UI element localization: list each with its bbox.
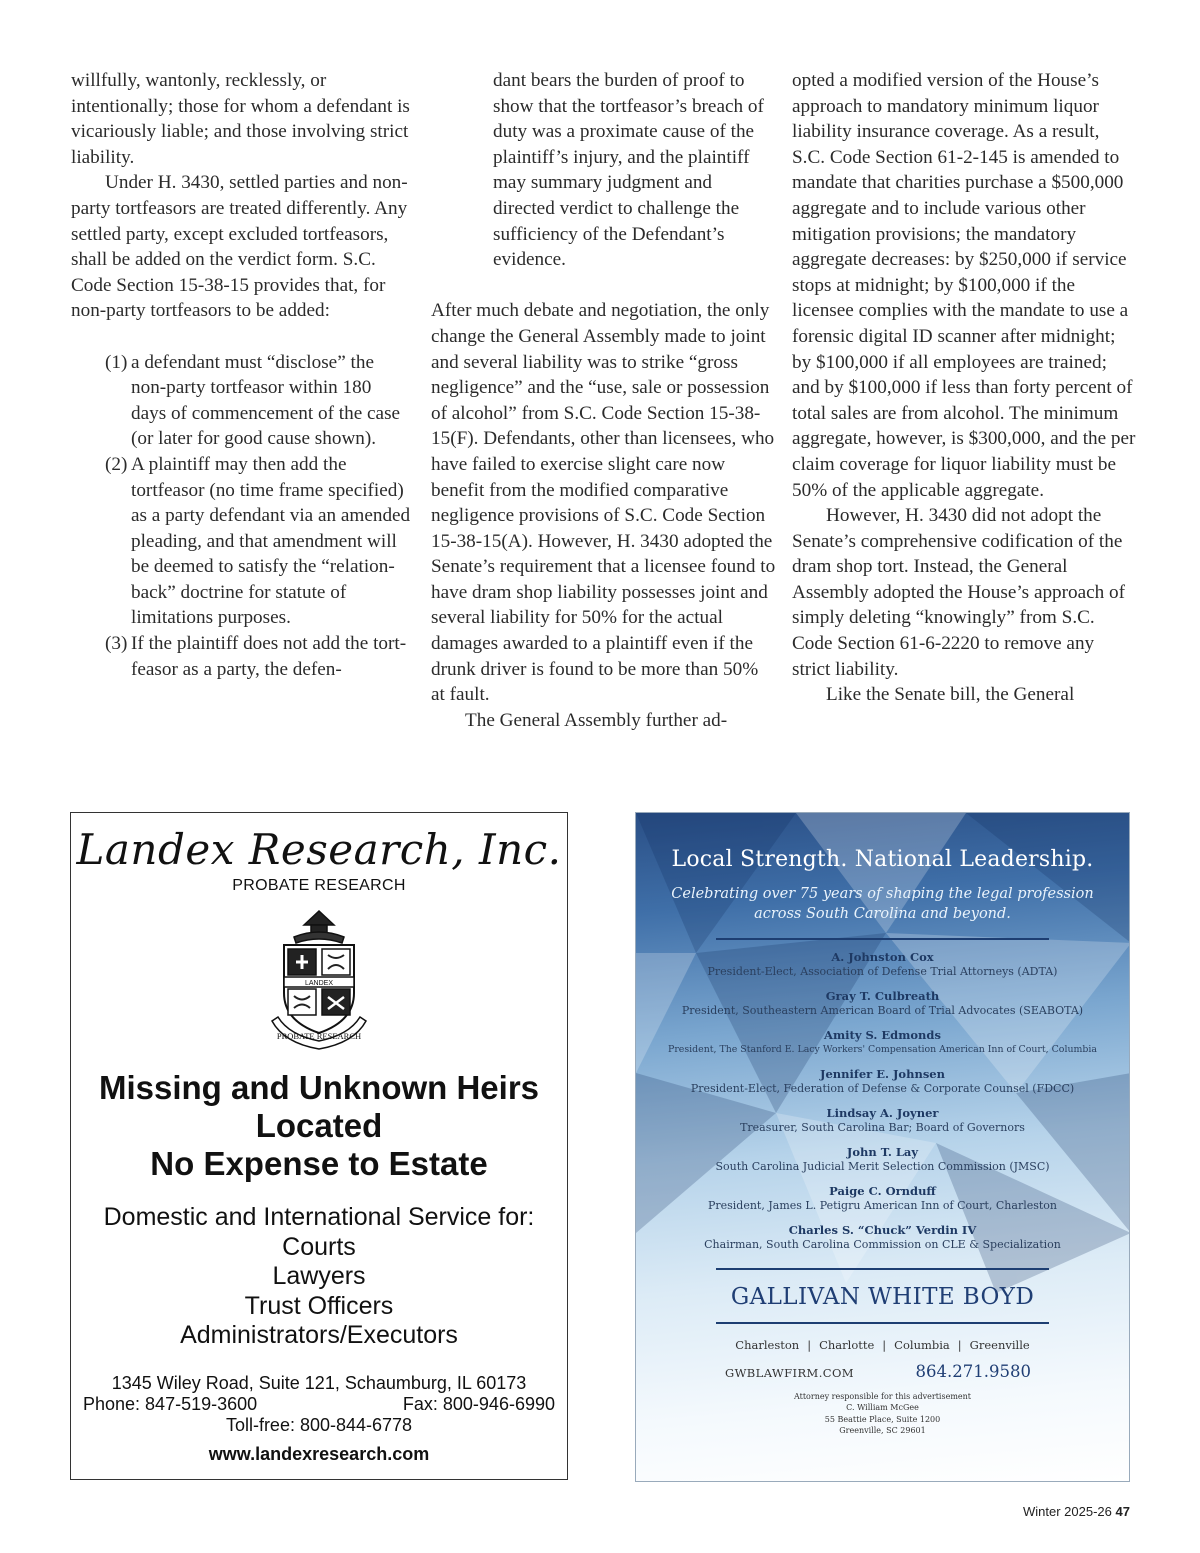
- landex-logo-text: Landex Research, Inc.: [76, 825, 562, 874]
- divider: [716, 1322, 1049, 1324]
- gwb-cities: Charleston | Charlotte | Columbia | Greenville: [735, 1337, 1030, 1352]
- celebration-line: across South Carolina and beyond.: [754, 906, 1011, 922]
- attorney-entry: [636, 1145, 1129, 1174]
- city: Charlotte: [819, 1337, 875, 1352]
- list-item: [105, 350, 411, 452]
- list-text: a defendant must “disclose” the non-party tortfeasor within 180 days of commencement of the case (or later for good cause shown).: [131, 351, 401, 450]
- attorney-name: Lindsay A. Joyner: [826, 1106, 939, 1120]
- service-intro: Domestic and International Service for:: [103, 1203, 535, 1231]
- page-number: 47: [1115, 1504, 1130, 1519]
- article-column-3: [792, 68, 1137, 708]
- attorney-role: South Carolina Judicial Merit Selection Commission (JMSC): [715, 1160, 1050, 1173]
- service-list: [71, 1203, 567, 1351]
- attorney-name: Gray T. Culbreath: [825, 989, 940, 1003]
- attorney-entry: [636, 1184, 1129, 1213]
- gwb-firm-logo: GALLIVAN WHITE BOYD: [730, 1284, 1035, 1310]
- crest-band-text: LANDEX: [304, 980, 334, 987]
- page-footer: [1023, 1504, 1130, 1519]
- landex-fax: Fax: 800-946-6990: [402, 1393, 555, 1414]
- landex-phone: Phone: 847-519-3600: [83, 1393, 258, 1414]
- attorney-entry: [636, 1223, 1129, 1252]
- attorney-role: President, James L. Petigru American Inn of Court, Charleston: [707, 1199, 1058, 1212]
- divider: [716, 1268, 1049, 1270]
- article-column-2: [431, 68, 776, 733]
- service-item: Trust Officers: [244, 1291, 394, 1320]
- paragraph: Like the Senate bill, the General: [826, 684, 1075, 706]
- list-text: A plaintiff may then add the tortfeasor (no time frame specified) as a party defendant via an amended pleading, and that amendment will be deemed to satisfy the “relation-back” doctrine for statute of limitations purposes.: [131, 453, 411, 629]
- landex-subtitle: PROBATE RESEARCH: [232, 877, 406, 894]
- attorney-name: Charles S. “Chuck” Verdin IV: [788, 1223, 977, 1237]
- landex-address: 1345 Wiley Road, Suite 121, Schaumburg, IL 60173: [111, 1372, 527, 1393]
- celebration-line: Celebrating over 75 years of shaping the legal profession: [671, 886, 1094, 902]
- landex-headline: [71, 1069, 567, 1183]
- disclaimer-line: Attorney responsible for this advertisement: [793, 1391, 972, 1401]
- gwb-responsible-attorney: [636, 1391, 1129, 1437]
- gwb-tagline: Local Strength. National Leadership.: [671, 847, 1094, 872]
- paragraph: After much debate and negotiation, the only change the General Assembly made to joint and several liability was to strike “gross negligence” and the “use, sale or possession of alcohol” from S.C. Code Section 15-38-15(F). Defendants, other than licensees, who have failed to exercise slight care now benefit from the modified comparative negligence provisions of S.C. Code Section 15-38-15(A). However, H. 3430 adopted the Senate’s requirement that a licensee found to have dram shop liability possesses joint and several liability for 50% for the actual damages awarded to a plaintiff even if the drunk driver is found to be more than 50% at fault.: [431, 300, 776, 706]
- disclaimer-line: C. William McGee: [846, 1403, 919, 1412]
- gwb-website-link[interactable]: GWBLAWFIRM.COM: [725, 1365, 854, 1380]
- gallivan-advertisement: [635, 812, 1130, 1482]
- attorney-entry: [636, 989, 1129, 1018]
- headline-line: Missing and Unknown Heirs: [98, 1069, 540, 1106]
- gwb-contact: [636, 1362, 1129, 1381]
- landex-phone-fax: [71, 1394, 567, 1415]
- issue-label: Winter 2025-26: [1023, 1504, 1112, 1519]
- city: Charleston: [735, 1337, 800, 1352]
- gwb-celebration: [636, 884, 1129, 924]
- attorney-role: Chairman, South Carolina Commission on CLE & Specialization: [704, 1238, 1061, 1251]
- attorney-entry: [636, 950, 1129, 979]
- divider: [716, 938, 1049, 940]
- attorney-entry: [636, 1028, 1129, 1057]
- landex-tollfree: Toll-free: 800-844-6778: [225, 1414, 413, 1435]
- crest-ribbon-text: PROBATE RESEARCH: [276, 1031, 362, 1041]
- attorney-name: John T. Lay: [846, 1145, 919, 1159]
- attorney-entry: [636, 1106, 1129, 1135]
- attorney-name: Amity S. Edmonds: [824, 1028, 941, 1042]
- attorney-role: Treasurer, South Carolina Bar; Board of Governors: [740, 1121, 1025, 1134]
- attorney-role: President-Elect, Association of Defense Trial Attorneys (ADTA): [707, 965, 1058, 978]
- list-number: (2): [105, 453, 128, 475]
- disclaimer-line: 55 Beattie Place, Suite 1200: [824, 1414, 941, 1424]
- paragraph: opted a modified version of the House’s approach to mandatory minimum liquor liability insurance coverage. As a result, S.C. Code Section 61-2-145 is amended to mandate that charities purchase a $500,000 aggregate and to include various other mitigation provisions; the mandatory aggregate decreases: by $250,000 if service stops at midnight; by $100,000 if the licensee complies with the mandate to use a forensic digital ID scanner after midnight; by $100,000 if all employees are trained; and by $100,000 if less than forty percent of total sales are from alcohol. The minimum aggregate, however, is $300,000, and the per claim coverage for liquor liability must be 50% of the applicable aggregate.: [792, 70, 1136, 501]
- paragraph: Under H. 3430, settled parties and non-party tortfeasors are treated differently. Any settled party, except excluded tortfeasors, shall be added on the verdict form. S.C. Code Section 15-38-15 provides that, for non-party tortfeasors to be added:: [71, 172, 408, 322]
- attorney-name: A. Johnston Cox: [831, 950, 934, 964]
- list-item: [105, 631, 411, 682]
- attorney-entry: [636, 1067, 1129, 1096]
- attorney-role: President, The Stanford E. Lacy Workers' Compensation American Inn of Court, Columbia: [668, 1044, 1097, 1055]
- crest-icon: [264, 903, 374, 1053]
- list-continuation: dant bears the burden of proof to show that the tortfeasor’s breach of duty was a proximate cause of the plaintiff’s injury, and the plaintiff may summary judgment and directed verdict to challenge the sufficiency of the Defendant’s evidence.: [493, 70, 764, 271]
- attorney-role: President, Southeastern American Board of Trial Advocates (SEABOTA): [681, 1004, 1084, 1017]
- city: Columbia: [894, 1337, 950, 1352]
- headline-line: No Expense to Estate: [150, 1145, 488, 1182]
- attorney-role: President-Elect, Federation of Defense & Corporate Counsel (FDCC): [690, 1082, 1075, 1095]
- city: Greenville: [969, 1337, 1030, 1352]
- article-column-1: [71, 68, 411, 682]
- gwb-phone: 864.271.9580: [915, 1361, 1031, 1381]
- attorney-name: Paige C. Ornduff: [829, 1184, 936, 1198]
- disclaimer-line: Greenville, SC 29601: [839, 1426, 926, 1435]
- list-text: If the plaintiff does not add the tort-feasor as a party, the defen-: [131, 633, 407, 680]
- list-item: [105, 452, 411, 631]
- paragraph: The General Assembly further ad-: [465, 709, 728, 731]
- attorney-name: Jennifer E. Johnsen: [820, 1067, 945, 1081]
- service-item: Lawyers: [272, 1262, 366, 1290]
- service-item: Courts: [282, 1232, 356, 1261]
- list-number: (3): [105, 633, 128, 655]
- paragraph: willfully, wantonly, recklessly, or intentionally; those for whom a defendant is vicariously liable; and those involving strict liability.: [71, 70, 410, 168]
- headline-line: Located: [255, 1107, 383, 1144]
- landex-advertisement: [70, 812, 568, 1480]
- service-item: Administrators/Executors: [180, 1321, 458, 1349]
- landex-website-link[interactable]: www.landexresearch.com: [208, 1443, 430, 1464]
- list-number: (1): [105, 351, 128, 373]
- paragraph: However, H. 3430 did not adopt the Senate’s comprehensive codification of the dram shop tort. Instead, the General Assembly adopted the House’s approach of simply deleting “knowingly” from S.C. Code Section 61-6-2220 to remove any strict liability.: [792, 505, 1126, 680]
